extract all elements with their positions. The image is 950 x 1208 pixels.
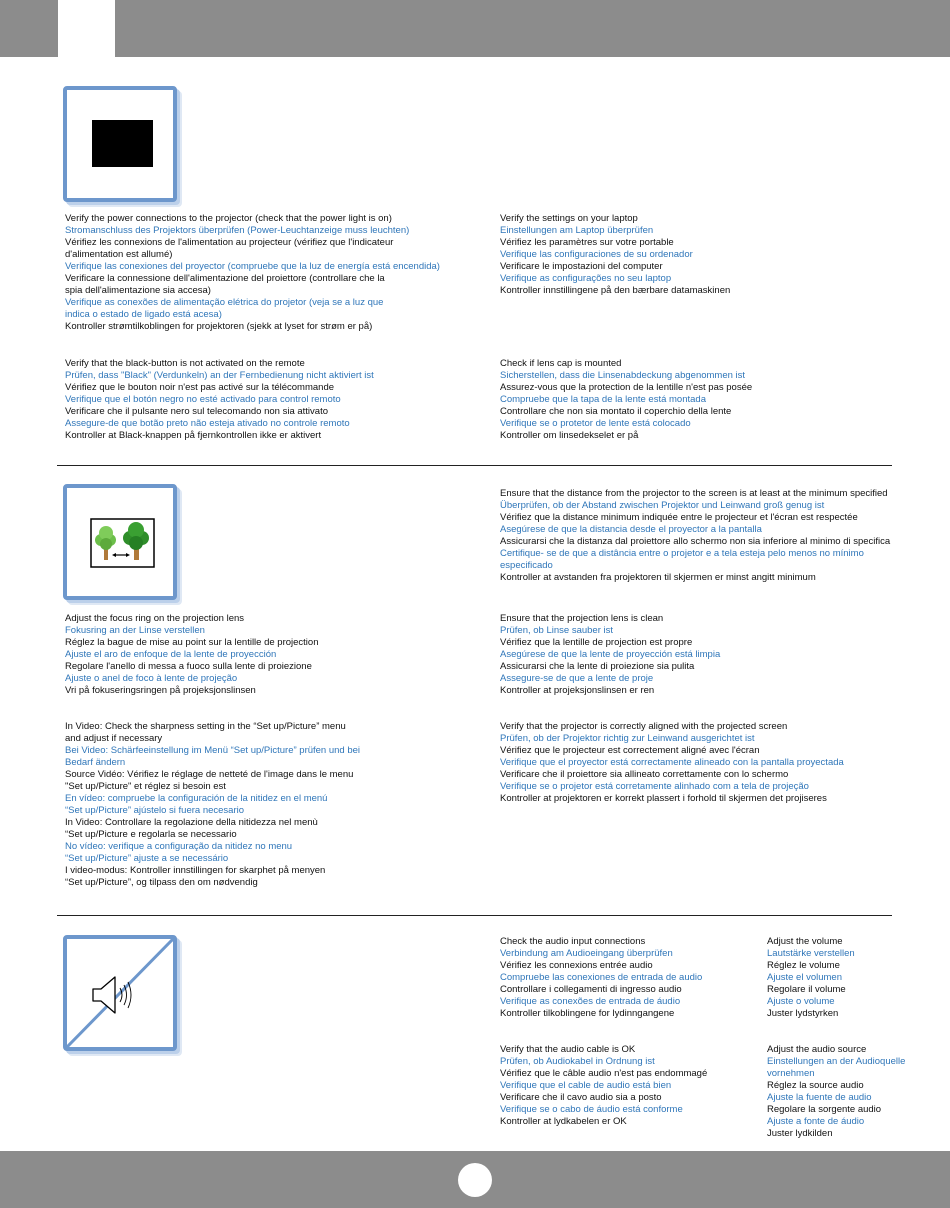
text-line: especificado (500, 560, 553, 571)
text-line: Prüfen, dass "Black" (Verdunkeln) an der Fernbedienung nicht aktiviert ist (65, 370, 374, 381)
blank-screen-icon (63, 86, 177, 202)
text-line: Kontroller at projeksjonslinsen er ren (500, 685, 655, 696)
text-line: Certifique- se de que a distância entre o projetor e a tela esteja pelo menos no mínimo (500, 548, 864, 559)
text-line: Lautstärke verstellen (767, 948, 855, 959)
text-line: Réglez le volume (767, 960, 840, 971)
section-divider (57, 465, 892, 466)
text-line: No vídeo: verifique a configuração da nitidez no menu (65, 841, 293, 852)
text-line: Verify the settings on your laptop (500, 213, 638, 224)
text-line: indica o estado de ligado está acesa) (65, 309, 222, 320)
section-divider (57, 915, 892, 916)
text-line: “Set up/Picture” ajuste a se necessário (65, 853, 229, 864)
text-line: In Video: Controllare la regolazione della nitidezza nel menù (65, 817, 318, 828)
text-line: d'alimentation est allumé) (65, 249, 173, 260)
text-line: Einstellungen am Laptop überprüfen (500, 225, 654, 236)
text-line: Regolare la sorgente audio (767, 1104, 882, 1115)
text-line: Controllare che non sia montato il coperchio della lente (500, 406, 732, 417)
text-line: Kontroller at avstanden fra projektoren til skjermen er minst angitt minimum (500, 572, 816, 583)
black-button-block (65, 358, 485, 442)
text-line: Compruebe las conexiones de entrada de audio (500, 972, 703, 983)
text-line: Ajuste o volume (767, 996, 835, 1007)
text-line: En vídeo: compruebe la configuración de la nitidez en el menú (65, 793, 328, 804)
text-line: Kontroller strømtilkoblingen for projektoren (sjekk at lyset for strøm er på) (65, 321, 373, 332)
text-line: Compruebe que la tapa de la lente está montada (500, 394, 706, 405)
screen-distance-block (500, 488, 910, 584)
text-line: Verificare che il proiettore sia allineato correttamente con lo schermo (500, 769, 789, 780)
text-line: Kontroller at projektoren er korrekt plassert i forhold til skjermen det projiseres (500, 793, 827, 804)
audio-source-block (767, 1044, 937, 1140)
text-line: Ajuste el volumen (767, 972, 842, 983)
page-number-circle (458, 1163, 492, 1197)
text-line: Check if lens cap is mounted (500, 358, 622, 369)
text-line: Verifique las configuraciones de su ordenador (500, 249, 693, 260)
text-line: Ajuste a fonte de áudio (767, 1116, 865, 1127)
text-line: Verificare che il cavo audio sia a posto (500, 1092, 662, 1103)
text-line: Source Vidéo: Vérifiez le réglage de netteté de l'image dans le menu (65, 769, 354, 780)
text-line: Juster lydkilden (767, 1128, 833, 1139)
header-tab (58, 0, 115, 57)
text-line: Verifique las conexiones del proyector (compruebe que la luz de energía está encendida) (65, 261, 440, 272)
sharpness-block (65, 721, 485, 889)
text-line: spia dell'alimentazione sia accesa) (65, 285, 211, 296)
lens-clean-block (500, 613, 920, 697)
text-line: Einstellungen an der Audioquelle (767, 1056, 906, 1067)
text-line: Vérifiez que le bouton noir n'est pas activé sur la télécommande (65, 382, 335, 393)
audio-input-block (500, 936, 760, 1020)
text-line: “Set up/Picture”, og tilpass den om nødvendig (65, 877, 258, 888)
text-line: I video-modus: Kontroller innstillingen for skarphet på menyen (65, 865, 326, 876)
text-line: Bei Video: Schärfeeinstellung im Menü “Set up/Picture” prüfen und bei (65, 745, 361, 756)
header-bar (0, 0, 950, 57)
text-line: Verify that the black-button is not activated on the remote (65, 358, 305, 369)
text-line: Vérifiez les connexions de l'alimentation au projecteur (vérifiez que l'indicateur (65, 237, 394, 248)
text-line: Verify that the audio cable is OK (500, 1044, 636, 1055)
text-line: Ajuste el aro de enfoque de la lente de proyección (65, 649, 277, 660)
text-line: Check the audio input connections (500, 936, 646, 947)
text-line: Réglez la source audio (767, 1080, 864, 1091)
footer-bar (0, 1151, 950, 1208)
text-line: Controllare i collegamenti di ingresso audio (500, 984, 682, 995)
text-line: vornehmen (767, 1068, 815, 1079)
laptop-settings-block (500, 213, 920, 297)
text-line: Ajuste la fuente de audio (767, 1092, 872, 1103)
focus-ring-block (65, 613, 485, 697)
text-line: Kontroller innstillingene på den bærbare datamaskinen (500, 285, 731, 296)
text-line: Vérifiez que le câble audio n'est pas endommagé (500, 1068, 708, 1079)
text-line: Kontroller om linsedekselet er på (500, 430, 639, 441)
text-line: Adjust the focus ring on the projection lens (65, 613, 245, 624)
text-line: Verifique que el botón negro no esté activado para control remoto (65, 394, 341, 405)
text-line: Réglez la bague de mise au point sur la lentille de projection (65, 637, 319, 648)
text-line: Verifique as conexões de alimentação elétrica do projetor (veja se a luz que (65, 297, 384, 308)
text-line: Adjust the volume (767, 936, 843, 947)
audio-cable-block (500, 1044, 760, 1128)
text-line: Verbindung am Audioeingang überprüfen (500, 948, 673, 959)
text-line: Verifique que el cable de audio está bien (500, 1080, 672, 1091)
text-line: Vérifiez que la lentille de projection est propre (500, 637, 693, 648)
text-line: Assurez-vous que la protection de la lentille n'est pas posée (500, 382, 753, 393)
lens-cap-block (500, 358, 920, 442)
text-line: Prüfen, ob Audiokabel in Ordnung ist (500, 1056, 655, 1067)
text-line: Verificare le impostazioni del computer (500, 261, 663, 272)
text-line: Assicurarsi che la distanza dal proiettore allo schermo non sia inferiore al minimo di specifica (500, 536, 891, 547)
text-line: Assegure-se de que a lente de proje (500, 673, 654, 684)
text-line: Verify that the projector is correctly aligned with the projected screen (500, 721, 788, 732)
text-line: Verificare la connessione dell'alimentazione del proiettore (controllare che la (65, 273, 385, 284)
text-line: Verifique se o projetor está corretamente alinhado com a tela de projeção (500, 781, 809, 792)
text-line: “Set up/Picture e regolarla se necessario (65, 829, 237, 840)
text-line: "Set up/Picture" et réglez si besoin est (65, 781, 226, 792)
text-line: Verifique se o cabo de áudio está conforme (500, 1104, 683, 1115)
text-line: Assicurarsi che la lente di proiezione sia pulita (500, 661, 695, 672)
text-line: Verifique as configurações no seu laptop (500, 273, 672, 284)
text-line: Kontroller at lydkabelen er OK (500, 1116, 627, 1127)
text-line: Ensure that the projection lens is clean (500, 613, 664, 624)
text-line: Vérifiez que le projecteur est correctement aligné avec l'écran (500, 745, 760, 756)
text-line: Prüfen, ob Linse sauber ist (500, 625, 614, 636)
text-line: Bedarf ändern (65, 757, 126, 768)
text-line: Assegure-de que botão preto não esteja ativado no controle remoto (65, 418, 350, 429)
distance-trees-icon (63, 484, 177, 600)
text-line: Fokusring an der Linse verstellen (65, 625, 205, 636)
alignment-block (500, 721, 910, 805)
text-line: “Set up/Picture” ajústelo si fuera necesario (65, 805, 245, 816)
text-line: Vérifiez les connexions entrée audio (500, 960, 653, 971)
text-line: Vérifiez les paramètres sur votre portable (500, 237, 674, 248)
text-line: Adjust the audio source (767, 1044, 867, 1055)
text-line: Prüfen, ob der Projektor richtig zur Leinwand ausgerichtet ist (500, 733, 755, 744)
audio-muted-icon (63, 935, 177, 1051)
text-line: Ajuste o anel de foco à lente de projeção (65, 673, 238, 684)
text-line: Vri på fokuseringsringen på projeksjonslinsen (65, 685, 256, 696)
text-line: Kontroller at Black-knappen på fjernkontrollen ikke er aktivert (65, 430, 322, 441)
text-line: Überprüfen, ob der Abstand zwischen Projektor und Leinwand groß genug ist (500, 500, 825, 511)
text-line: Verify the power connections to the projector (check that the power light is on) (65, 213, 392, 224)
text-line: Stromanschluss des Projektors überprüfen (Power-Leuchtanzeige muss leuchten) (65, 225, 410, 236)
text-line: Verifique que el proyector está correctamente alineado con la pantalla proyectada (500, 757, 844, 768)
power-check-block (65, 213, 485, 333)
text-line: Asegúrese de que la lente de proyección está limpia (500, 649, 721, 660)
text-line: Verifique as conexões de entrada de áudio (500, 996, 681, 1007)
text-line: Kontroller tilkoblingene for lydinngangene (500, 1008, 675, 1019)
text-line: and adjust if necessary (65, 733, 163, 744)
text-line: Regolare il volume (767, 984, 846, 995)
text-line: Sicherstellen, dass die Linsenabdeckung abgenommen ist (500, 370, 746, 381)
text-line: Regolare l'anello di messa a fuoco sulla lente di proiezione (65, 661, 312, 672)
text-line: Ensure that the distance from the projector to the screen is at least at the minimum specified (500, 488, 888, 499)
text-line: Verifique se o protetor de lente está colocado (500, 418, 691, 429)
text-line: Asegúrese de que la distancia desde el proyector a la pantalla (500, 524, 762, 535)
text-line: Verificare che il pulsante nero sul telecomando non sia attivato (65, 406, 328, 417)
text-line: Juster lydstyrken (767, 1008, 839, 1019)
volume-block (767, 936, 937, 1020)
text-line: Vérifiez que la distance minimum indiquée entre le projecteur et l'écran est respectée (500, 512, 858, 523)
text-line: In Video: Check the sharpness setting in the “Set up/Picture” menu (65, 721, 346, 732)
